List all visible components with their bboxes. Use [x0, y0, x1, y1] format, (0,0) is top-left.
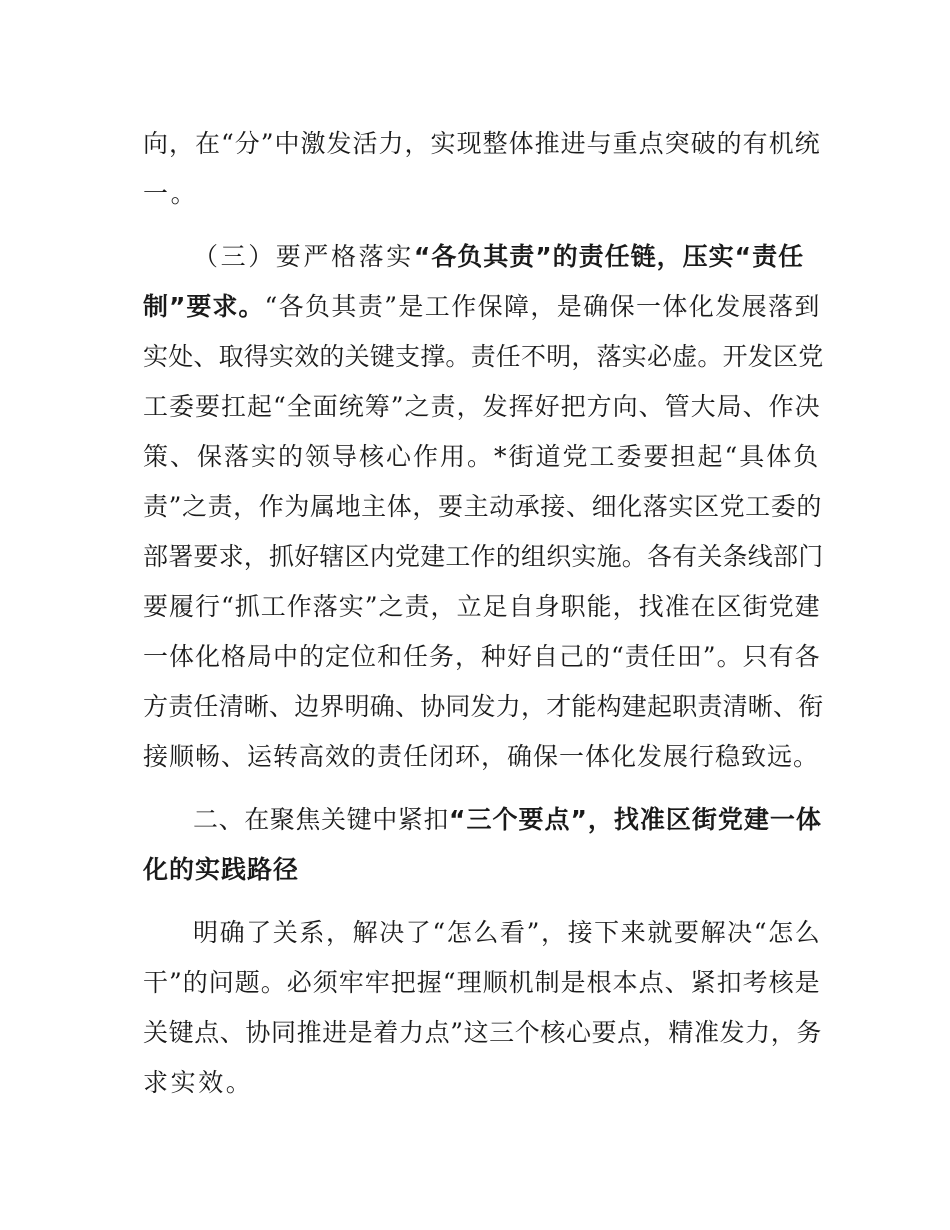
para2-line-3: 实处、取得实效的关键支撑。责任不明，落实必虚。开发区党 [143, 342, 824, 371]
section-heading-prefix: 二、在聚焦关键中紧扣 [193, 805, 450, 834]
para2-heading-bold: “各负其责”的责任链，压实“责任 [413, 242, 805, 271]
para2-line-9: 一体化格局中的定位和任务，种好自己的“责任田”。只有各 [143, 642, 821, 671]
para2-line-6: 责”之责，作为属地主体，要主动承接、细化落实区党工委的 [143, 492, 822, 521]
para3-line-3: 关键点、协同推进是着力点”这三个核心要点，精准发力，务 [143, 1018, 822, 1047]
para2-line-11: 接顺畅、运转高效的责任闭环，确保一体化发展行稳致远。 [143, 742, 820, 771]
para3-line-2: 干”的问题。必须牢牢把握“理顺机制是根本点、紧扣考核是 [143, 968, 821, 997]
para1-line-2: 一。 [143, 179, 199, 208]
para2-line-8: 要履行“抓工作落实”之责，立足自身职能，找准在区街党建 [143, 592, 821, 621]
para3-line-1: 明确了关系，解决了“怎么看”，接下来就要解决“怎么 [193, 918, 822, 947]
para2-line-2 [143, 290, 823, 324]
para2-line-2-text: “各负其责”是工作保障，是确保一体化发展落到 [264, 292, 821, 321]
para2-line-1 [193, 240, 823, 274]
para2-line-5: 策、保落实的领导核心作用。*街道党工委要担起“具体负 [143, 442, 821, 471]
para2-line-4: 工委要扛起“全面统筹”之责，发挥好把方向、管大局、作决 [143, 392, 821, 421]
section-heading-line-1 [193, 803, 823, 837]
para2-line-7: 部署要求，抓好辖区内党建工作的组织实施。各有关条线部门 [143, 542, 824, 571]
para2-heading-prefix: （三）要严格落实 [193, 242, 414, 271]
para2-line-10: 方责任清晰、边界明确、协同发力，才能构建起职责清晰、衔 [143, 692, 824, 721]
section-heading-line-2 [143, 853, 823, 887]
section-heading-bold-end: 化的实践路径 [143, 855, 300, 884]
para3-line-4: 求实效。 [143, 1068, 254, 1097]
para1-line-1: 向，在“分”中激发活力，实现整体推进与重点突破的有机统 [143, 129, 821, 158]
section-heading-bold: “三个要点”，找准区街党建一体 [449, 805, 822, 834]
para2-heading-bold-end: 制”要求。 [143, 292, 265, 321]
